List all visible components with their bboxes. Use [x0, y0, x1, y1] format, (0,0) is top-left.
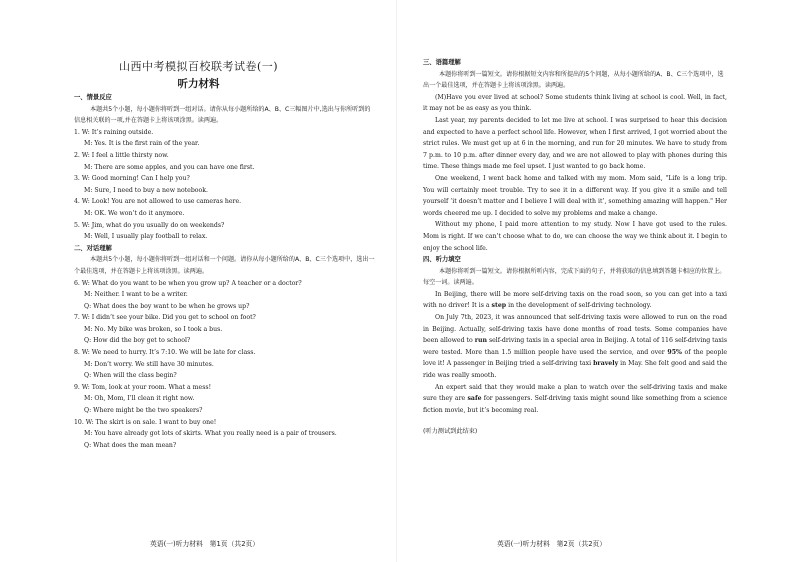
section-3-passage	[423, 92, 727, 254]
answer-word: step	[491, 302, 507, 310]
page-2-footer: 英语(一)听力材料 第2页（共2页）	[497, 540, 607, 548]
dialogue-line-m: M: Oh, Mom, I’ll clean it right now.	[84, 395, 195, 403]
page-2	[397, 0, 794, 562]
question-line: Q: What does the boy want to be when he grows up?	[84, 302, 250, 310]
dialogue-line-m: M: You have already got lots of skirts. What you really need is a pair of trousers.	[84, 430, 337, 438]
dialogue-line-w: 2. W: I feel a little thirsty now.	[74, 151, 169, 159]
dialogue-line-m: M: Well, I usually play football to relax.	[84, 233, 208, 241]
passage-paragraph: Last year, my parents decided to let me live at school. I was surprised to hear this decision and expected to have a perfect school life. However, when I first arrived, I got worried about the strict rules. We must get up at 6 in the morning, and run for 20 minutes. We have to study from 7 p.m. to 10 p.m. after dinner every day, and we are not allowed to play with phones during this time. These things made me feel upset. I just wanted to go back home.	[423, 116, 727, 171]
passage-paragraph: (M)Have you ever lived at school? Some students think living at school is cool. Well, in fact, it may not be as easy as you think.	[423, 93, 727, 113]
dialogue-line-w: 6. W: What do you want to be when you grow up? A teacher or a doctor?	[74, 279, 302, 287]
passage-text: On July 7th, 2023, it was announced that self-driving taxis were allowed to run on the road in Beijing. Actually, self-driving taxis have done months of road tests. Some companies have been allowed to	[423, 314, 727, 345]
dialogue-line-m: M: No. My bike was broken, so I took a bus.	[84, 325, 223, 333]
page-1-content	[74, 92, 376, 451]
passage-text: in May. She felt good and said the ride was really smooth.	[423, 360, 727, 380]
passage-paragraph: One weekend, I went back home and talked with my mom. Mom said, "Life is a long trip. You will certainly meet trouble. Try to see it in a different way. If you give it a smile and tell yourself ‘it doesn’t matter and I believe I will deal with it’, something amazing will happen." Her words cheered me up. I decided to solve my problems and make a change.	[423, 174, 727, 217]
section-4-passage	[423, 289, 727, 417]
question-line: Q: How did the boy get to school?	[84, 337, 191, 345]
passage-text: self-driving taxis in a special area in Beijing. A total of 116 self-driving taxis were tested. More than 1.5 million people have used the service, and over	[423, 337, 727, 356]
question-line: Q: What does the man mean?	[84, 441, 177, 449]
section-3-instruction: 本题你将听到一篇短文。请你根据短文内容和所提出的5个问题，从每小题所给的A、B、C三个选项中，选出一个最佳选项，并在答题卡上将该项涂黑。读两遍。	[423, 70, 724, 90]
passage-paragraph: Without my phone, I paid more attention to my study. Now I have got used to the rules. Mom is right. If we can’t choose what to do, we can choose the way we think about it. I begin to enjoy the school life.	[423, 221, 727, 252]
passage-paragraph	[423, 382, 727, 417]
dialogue-line-w: 1. W: It’s raining outside.	[74, 128, 154, 136]
passage-paragraph	[423, 289, 727, 312]
passage-text: for passengers. Self-driving taxis might sound like something from a science fiction movie, but it’s becoming real.	[423, 395, 727, 414]
dialogue-line-m: M: Yes. It is the first rain of the year.	[84, 140, 200, 148]
passage-text: An expert said that they would make a plan to watch over the self-driving taxis and make sure they are	[423, 383, 727, 403]
dialogue-line-m: M: There are some apples, and you can have one first.	[84, 163, 255, 171]
passage-paragraph	[423, 312, 727, 382]
question-line: Q: Where might be the two speakers?	[84, 407, 203, 415]
section-3-heading: 三、语篇理解	[423, 59, 461, 66]
dialogue-line-w: 10. W: The skirt is on sale. I want to buy one!	[74, 418, 217, 426]
dialogue-line-m: M: Sure, I need to buy a new notebook.	[84, 186, 208, 194]
dialogue-line-w: 3. W: Good morning! Can I help you?	[74, 175, 190, 183]
answer-word: 95%	[667, 348, 682, 356]
dialogue-line-w: 9. W: Tom, look at your room. What a mess!	[74, 383, 212, 391]
answer-word: safe	[467, 395, 482, 403]
dialogue-line-w: 8. W: We need to hurry. It’s 7:10. We will be late for class.	[74, 349, 256, 357]
exam-title: 山西中考模拟百校联考试卷(一)	[118, 60, 279, 73]
section-2-heading: 二、对话理解	[74, 244, 112, 252]
exam-subtitle: 听力材料	[177, 78, 220, 90]
dialogue-line-w: 4. W: Look! You are not allowed to use cameras here.	[74, 198, 242, 206]
section-1-items	[74, 127, 376, 243]
passage-text: In Beijing, there will be more self-driving taxis on the road soon, so you can get into a taxi with no driver! It is a	[423, 290, 727, 310]
answer-word: bravely	[593, 360, 619, 368]
page-2-content	[423, 57, 727, 438]
dialogue-line-m: M: Neither. I want to be a writer.	[84, 291, 188, 299]
section-2-instruction: 本题共5个小题，每小题你将听到一组对话和一个问题。请你从每小题所给的A、B、C三个选项中，选出一个最佳选项，并在答题卡上将该项涂黑。读两遍。	[74, 256, 375, 275]
section-1-instruction: 本题共5个小题，每小题你将听到一组对话。请你从每小题所给的A、B、C三幅图片中,选出与你所听到的信息相关联的一项,并在答题卡上将该项涂黑。读两遍。	[74, 105, 371, 125]
dialogue-line-w: 7. W: I didn’t see your bike. Did you get to school on foot?	[74, 314, 256, 322]
section-1-heading: 一、情景反应	[74, 94, 112, 101]
section-4-instruction: 本题你将听到一篇短文。请你根据所听内容，完成下面的句子，并将获取的信息填到答题卡相应的位置上。每空一词。读两遍。	[423, 267, 726, 287]
end-note: (听力测试到此结束)	[423, 428, 478, 436]
section-2-items	[74, 278, 376, 452]
passage-text: of the people love it! A passenger in Beijing tried a self-driving taxi	[423, 348, 727, 368]
passage-text: in the development of self-driving technology.	[506, 302, 652, 310]
dialogue-line-m: M: Don’t worry. We still have 30 minutes.	[84, 360, 214, 368]
dialogue-line-w: 5. W: Jim, what do you usually do on weekends?	[74, 221, 225, 229]
question-line: Q: When will the class begin?	[84, 372, 177, 380]
answer-word: run	[474, 337, 487, 345]
page-1-footer: 英语(一)听力材料 第1页（共2页）	[150, 540, 260, 548]
dialogue-line-m: M: OK. We won’t do it anymore.	[84, 209, 185, 217]
section-4-heading: 四、听力填空	[423, 256, 461, 264]
